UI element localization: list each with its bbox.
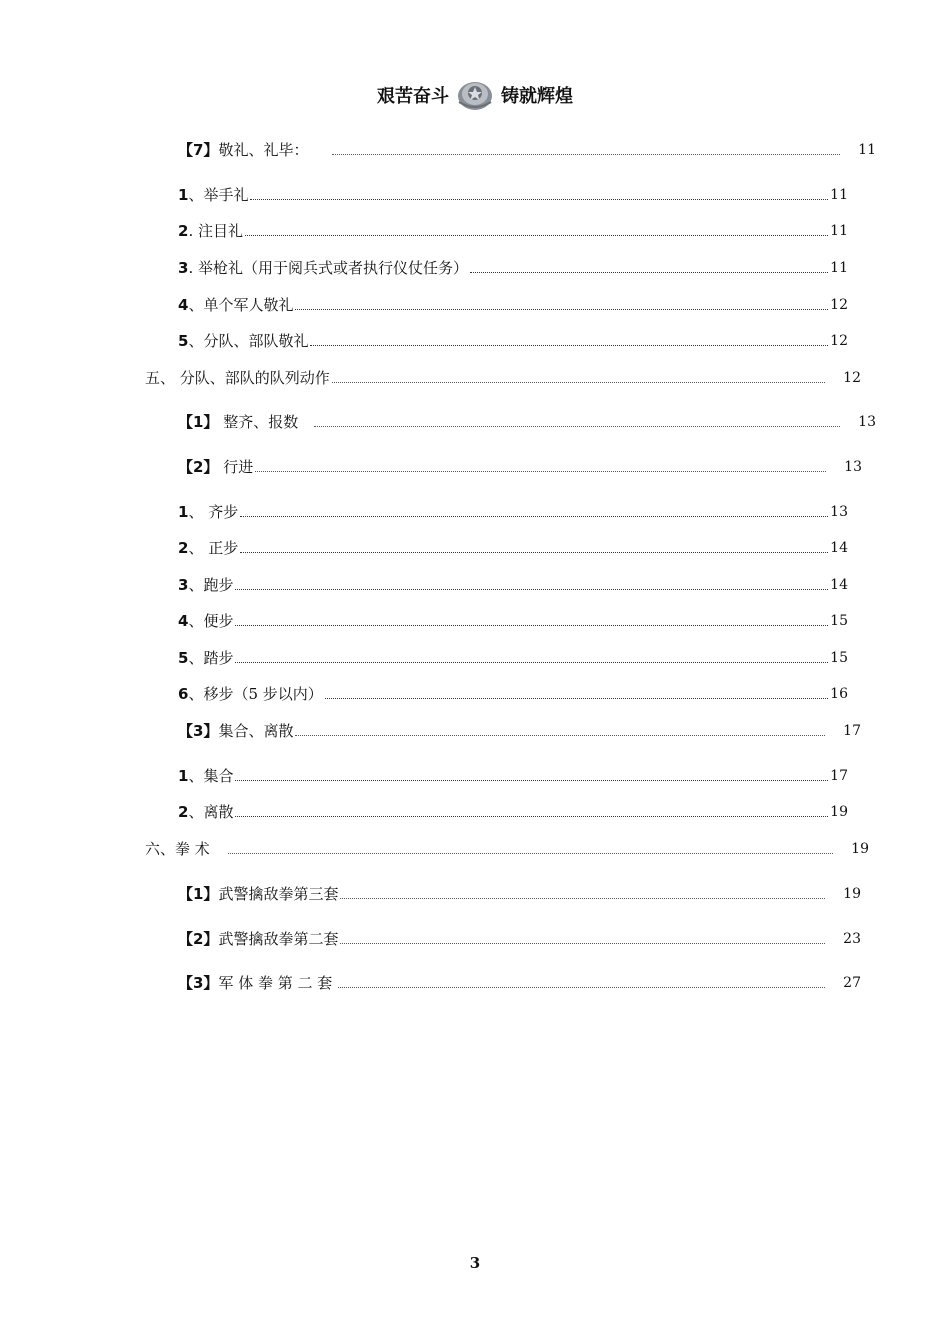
toc-num: 3 [178,259,189,277]
header-left-text: 艰苦奋斗 [377,86,449,107]
toc-num: 4 [178,296,189,314]
toc-entry[interactable] [178,929,861,949]
toc-num: 2 [178,803,189,821]
toc-page: 15 [830,650,848,666]
toc-page: 12 [843,370,861,386]
dot-leader [228,853,833,854]
toc-entry[interactable] [178,221,848,241]
dot-leader [340,943,825,944]
dot-leader [314,426,840,427]
dot-leader [325,698,828,699]
dot-leader [470,272,828,273]
toc-text: 、跑步 [188,576,234,594]
toc-text: 、单个军人敬礼 [188,296,294,314]
dot-leader [245,235,828,236]
dot-leader [338,987,825,988]
toc-page: 11 [830,223,848,239]
toc-entry[interactable] [178,684,848,704]
dot-leader [235,780,828,781]
toc-entry[interactable] [178,185,848,205]
toc-text: 敬礼、礼毕： [218,141,309,159]
dot-leader [295,309,828,310]
toc-entry[interactable] [178,502,848,522]
toc-num: 5 [178,649,189,667]
toc-text: 、移步（5 步以内） [188,685,323,703]
toc-text: 、分队、部队敬礼 [188,332,309,350]
dot-leader [332,154,840,155]
toc-text: 、 齐步 [188,503,239,521]
toc-text: . 举枪礼（用于阅兵式或者执行仪仗任务） [188,259,468,277]
dot-leader [235,816,828,817]
toc-page: 12 [830,333,848,349]
toc-entry[interactable] [178,648,848,668]
dot-leader [240,552,828,553]
toc-text: 武警擒敌拳第二套 [218,930,339,948]
dot-leader [340,898,825,899]
dot-leader [235,589,828,590]
toc-num: 【3】 [178,722,219,740]
dot-leader [240,516,828,517]
toc-page: 11 [830,187,848,203]
page-number: 3 [469,1254,481,1272]
page-header [0,78,950,112]
toc-page: 15 [830,613,848,629]
toc-text: . 注目礼 [188,222,243,240]
toc-page: 23 [843,931,861,947]
toc-page: 19 [851,841,869,857]
toc-entry[interactable] [145,368,861,388]
toc-entry[interactable] [178,258,848,278]
dot-leader [250,199,828,200]
toc-page: 11 [858,142,876,158]
toc-page: 19 [830,804,848,820]
toc-text: 、踏步 [188,649,234,667]
toc-text: 武警擒敌拳第三套 [218,885,339,903]
toc-entry[interactable] [178,295,848,315]
toc-num: 2 [178,539,189,557]
toc-text: 五、 分队、部队的队列动作 [145,369,330,387]
toc-page: 11 [830,260,848,276]
toc-num: 【2】 [178,458,219,476]
header-right-text: 铸就辉煌 [501,86,573,107]
toc-text: 整齐、报数 [218,413,299,431]
toc-page: 14 [830,540,848,556]
toc-page: 13 [830,504,848,520]
toc-entry[interactable] [145,839,869,859]
toc-entry[interactable] [178,766,848,786]
emblem-icon [455,78,495,112]
toc-num: 6 [178,685,189,703]
toc-num: 2 [178,222,189,240]
toc-num: 1 [178,767,189,785]
toc-page: 14 [830,577,848,593]
toc-page: 13 [858,414,876,430]
toc-entry[interactable] [178,575,848,595]
toc-page: 27 [843,975,861,991]
toc-entry[interactable] [178,140,876,160]
toc-page: 16 [830,686,848,702]
toc-text: 六、拳 术 [145,840,210,858]
toc-entry[interactable] [178,973,861,993]
toc-num: 5 [178,332,189,350]
toc-entry[interactable] [178,721,861,741]
toc-num: 1 [178,186,189,204]
toc-num: 4 [178,612,189,630]
toc-num: 3 [178,576,189,594]
toc-page: 17 [830,768,848,784]
toc-text: 行进 [218,458,254,476]
toc-num: 【1】 [178,413,219,431]
dot-leader [255,471,826,472]
dot-leader [235,662,828,663]
toc-num: 【2】 [178,930,219,948]
toc-num: 1 [178,503,189,521]
toc-text: 、便步 [188,612,234,630]
toc-text: 、集合 [188,767,234,785]
dot-leader [235,625,828,626]
toc-entry[interactable] [178,611,848,631]
toc-entry[interactable] [178,538,848,558]
dot-leader [332,382,825,383]
dot-leader [295,735,825,736]
toc-entry[interactable] [178,412,876,432]
toc-text: 、举手礼 [188,186,249,204]
toc-page: 13 [844,459,862,475]
toc-entry[interactable] [178,884,861,904]
toc-text: 、离散 [188,803,234,821]
toc-entry[interactable] [178,457,862,477]
toc-num: 【7】 [178,141,219,159]
dot-leader [310,345,828,346]
toc-entry[interactable] [178,331,848,351]
toc-entry[interactable] [178,802,848,822]
toc-text: 集合、离散 [218,722,294,740]
toc-page: 17 [843,723,861,739]
toc-num: 【1】 [178,885,219,903]
toc-num: 【3】 [178,974,219,992]
toc-text: 、 正步 [188,539,239,557]
toc-page: 19 [843,886,861,902]
toc-page: 12 [830,297,848,313]
toc-text: 军 体 拳 第 二 套 [218,974,333,992]
